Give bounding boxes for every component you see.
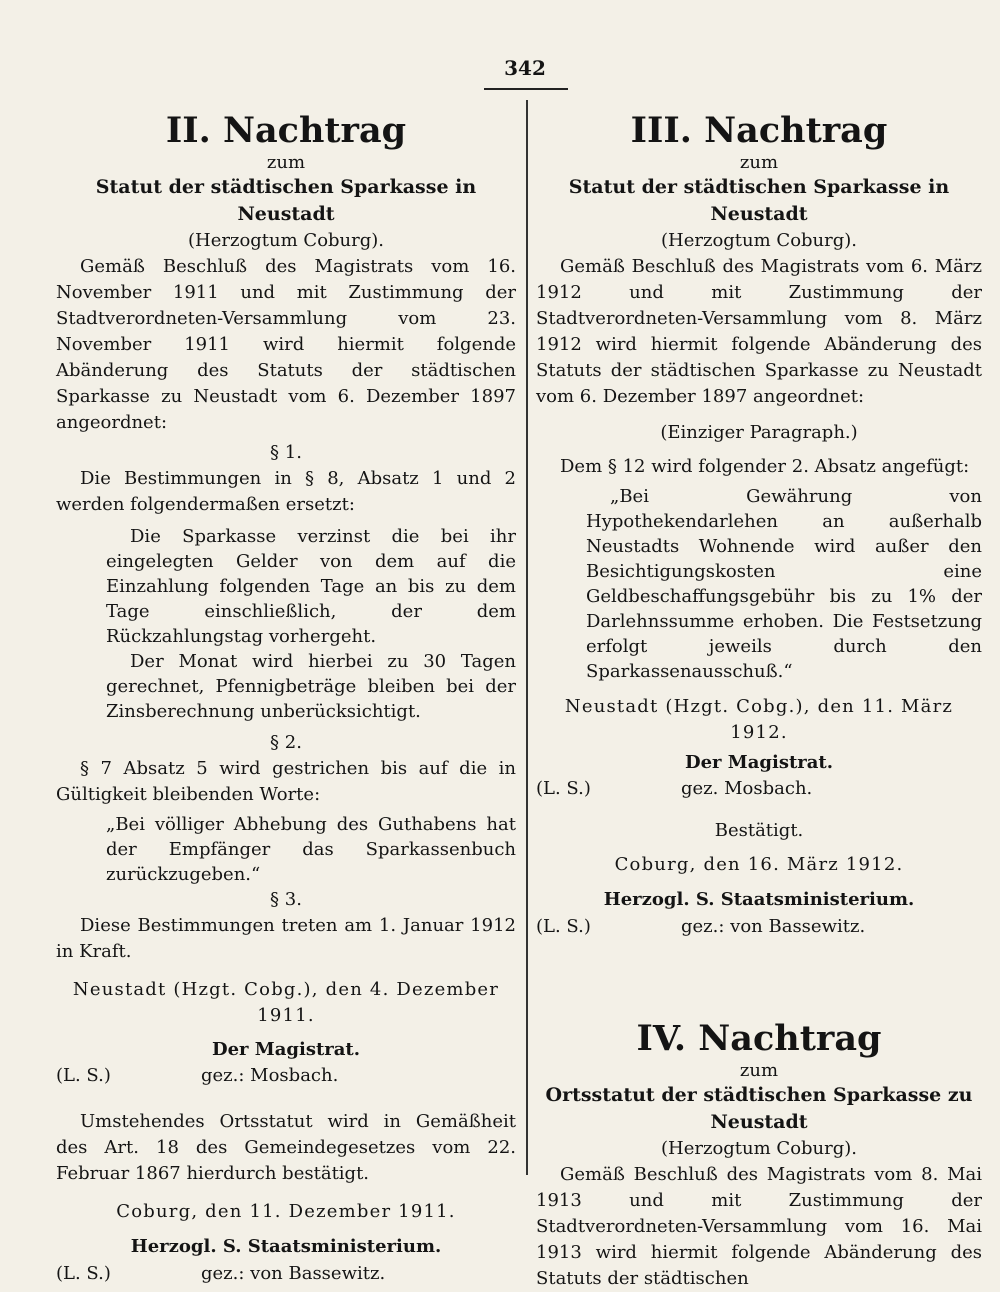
quote-3: „Bei Gewährung von Hypothekendarlehen an außerhalb Neustadts Wohnende wird außer den Besichtigungskosten eine Geldbeschaffungsgebühr bis zu 1% der Darlehnssumme erhoben. Die Festsetzung erfolgt jeweils durch den Sparkassenausschuß.“ <box>586 486 982 682</box>
intro-paragraph: Gemäß Beschluß des Magistrats vom 16. November 1911 und mit Zustimmung der Stadtverordneten-Versammlung vom 23. November 1911 wird hiermit folgende Abänderung des Statuts der städtischen Sparkasse zu Neustadt vom 6. Dezember 1897 angeordnet: <box>56 256 516 433</box>
nachtrag-ii-title: II. Nachtrag <box>165 110 407 151</box>
ministry-label: Herzogl. S. Staatsministerium. <box>130 1236 442 1257</box>
seal-stamp-3b: (L. S.) <box>536 916 591 937</box>
signature-3b: gez.: von Bassewitz. <box>681 916 866 937</box>
section-2-quote: „Bei völliger Abhebung des Guthabens hat der Empfänger das Sparkassenbuch zurückzugeben.“ <box>106 814 516 885</box>
confirmed-label: Bestätigt. <box>714 820 804 841</box>
magistrat-label-3: Der Magistrat. <box>685 752 833 773</box>
signature-row-3 <box>536 776 982 802</box>
section-1-quote-1: Die Sparkasse verzinst die bei ihr eingelegten Gelder von dem auf die Einzahlung folgenden Tage an bis zu dem Tage einschließlich, der dem Rückzahlungstag vorhergeht. <box>106 526 516 647</box>
signature-row <box>56 1063 516 1089</box>
seal-stamp-3: (L. S.) <box>536 778 591 799</box>
section-2-heading: § 2. <box>270 732 302 753</box>
signature-row-3b <box>536 914 982 940</box>
signature: gez.: Mosbach. <box>201 1065 339 1086</box>
duchy-subheading-3: (Herzogtum Coburg). <box>660 230 858 251</box>
section-1-text: Die Bestimmungen in § 8, Absatz 1 und 2 werden folgendermaßen ersetzt: <box>56 468 516 515</box>
single-paragraph-label: (Einziger Paragraph.) <box>660 422 858 443</box>
section-text-3: Dem § 12 wird folgender 2. Absatz angefügt: <box>560 456 970 477</box>
nachtrag-iii-title: III. Nachtrag <box>630 110 888 151</box>
place-date-3: Neustadt (Hzgt. Cobg.), den 11. März 1912. <box>564 696 954 743</box>
section-3-text: Diese Bestimmungen treten am 1. Januar 1912 in Kraft. <box>56 915 516 962</box>
ministry-label-3: Herzogl. S. Staatsministerium. <box>603 889 915 910</box>
page-number: 342 <box>504 56 546 80</box>
column-divider <box>526 100 528 1175</box>
duchy-subheading-4: (Herzogtum Coburg). <box>660 1138 858 1159</box>
zum-label: zum <box>266 152 306 173</box>
magistrat-label: Der Magistrat. <box>212 1039 360 1060</box>
statut-heading: Statut der städtischen Sparkasse in Neustadt <box>95 176 477 225</box>
section-2-text: § 7 Absatz 5 wird gestrichen bis auf die in Gültigkeit bleibenden Worte: <box>56 758 516 805</box>
coburg-date-3: Coburg, den 16. März 1912. <box>614 854 904 875</box>
zum-label-4: zum <box>739 1060 779 1081</box>
coburg-date: Coburg, den 11. Dezember 1911. <box>116 1201 456 1222</box>
signature-row-2 <box>56 1261 516 1287</box>
section-3-heading: § 3. <box>270 889 302 910</box>
right-column <box>536 108 982 1292</box>
intro-paragraph-4: Gemäß Beschluß des Magistrats vom 8. Mai 1913 und mit Zustimmung der Stadtverordneten-Versammlung vom 16. Mai 1913 wird hiermit folgende Abänderung des Statuts der städtischen <box>536 1164 982 1289</box>
section-1-quote-2: Der Monat wird hierbei zu 30 Tagen gerechnet, Pfennigbeträge bleiben bei der Zinsberechnung unberücksichtigt. <box>106 651 516 722</box>
nachtrag-iv-title: IV. Nachtrag <box>636 1018 882 1059</box>
statut-heading-3: Statut der städtischen Sparkasse in Neustadt <box>568 176 950 225</box>
zum-label-3: zum <box>739 152 779 173</box>
statut-heading-4: Ortsstatut der städtischen Sparkasse zu Neustadt <box>545 1084 973 1133</box>
signature-3: gez. Mosbach. <box>681 778 813 799</box>
intro-paragraph-3: Gemäß Beschluß des Magistrats vom 6. März 1912 und mit Zustimmung der Stadtverordneten-Versammlung vom 8. März 1912 wird hiermit folgende Abänderung des Statuts der städtischen Sparkasse zu Neustadt vom 6. Dezember 1897 angeordnet: <box>536 256 982 407</box>
seal-stamp: (L. S.) <box>56 1065 111 1086</box>
duchy-subheading: (Herzogtum Coburg). <box>187 230 385 251</box>
confirmation-paragraph: Umstehendes Ortsstatut wird in Gemäßheit des Art. 18 des Gemeindegesetzes vom 22. Februar 1867 hierdurch bestätigt. <box>56 1111 516 1184</box>
page-number-rule <box>484 88 568 90</box>
signature-2: gez.: von Bassewitz. <box>201 1263 386 1284</box>
place-date: Neustadt (Hzgt. Cobg.), den 4. Dezember 1911. <box>72 979 500 1026</box>
section-1-heading: § 1. <box>270 442 302 463</box>
seal-stamp-2: (L. S.) <box>56 1263 111 1284</box>
left-column <box>56 108 516 1287</box>
